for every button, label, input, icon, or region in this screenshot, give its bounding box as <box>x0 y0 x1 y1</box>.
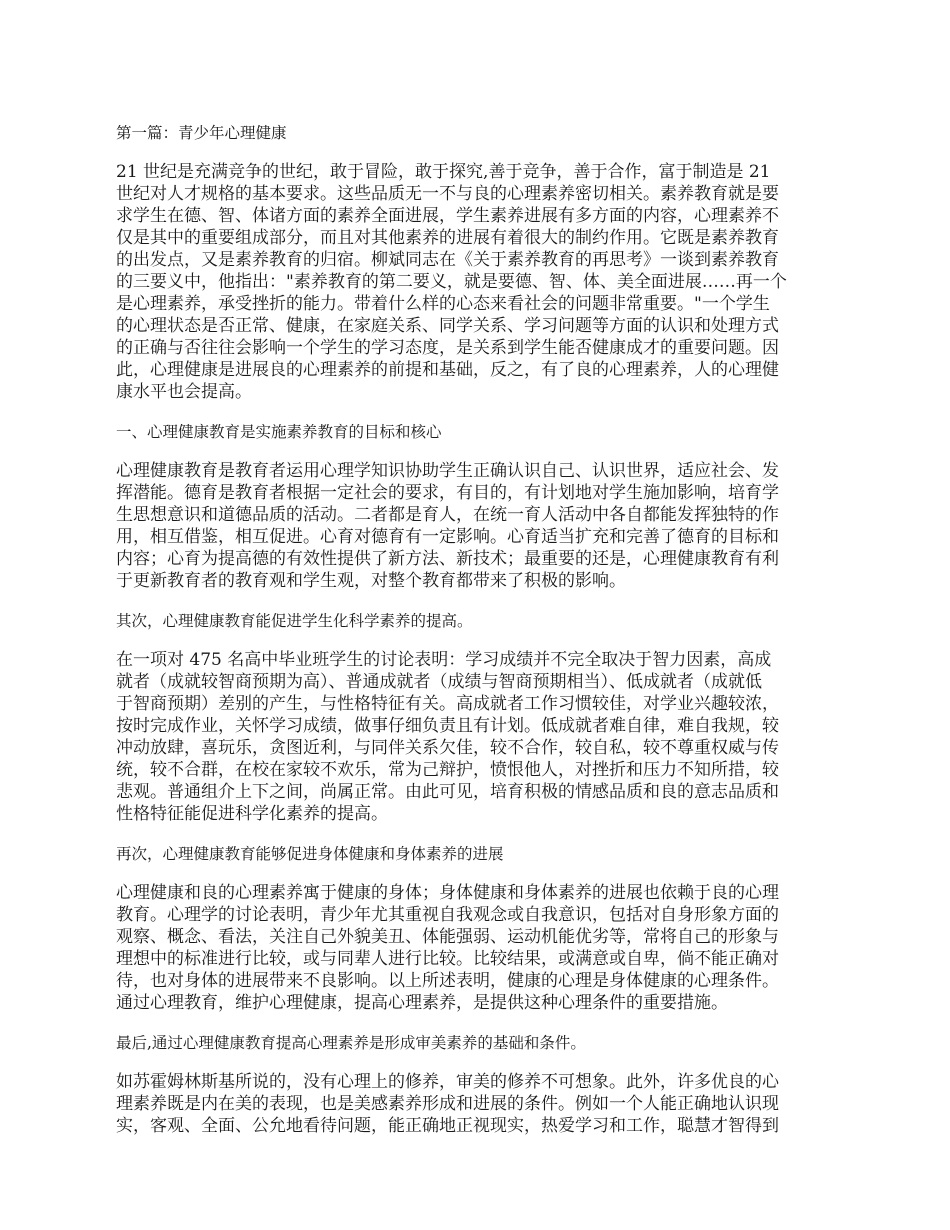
paragraph-line: 于智商预期）差别的产生，与性格特征有关。高成就者工作习惯较佳，对学业兴趣较浓， <box>116 694 779 714</box>
paragraph-line: 待，也对身体的进展带来不良影响。以上所述表明，健康的心理是身体健康的心理条件。 <box>116 971 779 991</box>
body-paragraph <box>116 161 836 403</box>
paragraph-line: 挥潜能。德育是教育者根据一定社会的要求，有目的，有计划地对学生施加影响，培育学 <box>116 483 779 503</box>
paragraph-line: 冲动放肆，喜玩乐，贪图近利，与同伴关系欠佳，较不合作，较自私，较不尊重权威与传 <box>116 738 779 758</box>
paragraph-line: 21 世纪是充满竞争的世纪，敢于冒险，敢于探究,善于竞争，善于合作，富于制造是 21 <box>116 162 771 182</box>
paragraph-line: 统，较不合群，在校在家较不欢乐，常为己辩护，愤恨他人，对挫折和压力不知所措，较 <box>116 760 779 780</box>
paragraph-line: 于更新教育者的教育观和学生观，对整个教育都带来了积极的影响。 <box>116 571 626 591</box>
paragraph-line: 世纪对人才规格的基本要求。这些品质无一不与良的心理素养密切相关。素养教育就是要 <box>116 184 779 204</box>
body-paragraph <box>116 649 836 825</box>
paragraph-line: 此，心理健康是进展良的心理素养的前提和基础，反之，有了良的心理素养，人的心理健 <box>116 360 779 380</box>
body-paragraph <box>116 1071 836 1137</box>
paragraph-line: 理想中的标准进行比较，或与同辈人进行比较。比较结果，或满意或自卑，倘不能正确对 <box>116 949 779 969</box>
paragraph-line: 用，相互借鉴，相互促进。心育对德育有一定影响。心育适当扩充和完善了德育的目标和 <box>116 527 779 547</box>
document-title: 第一篇：青少年心理健康 <box>116 124 287 142</box>
paragraph-line: 求学生在德、智、体诸方面的素养全面进展，学生素养进展有多方面的内容，心理素养不 <box>116 206 779 226</box>
paragraph-line: 按时完成作业，关怀学习成绩，做事仔细负责且有计划。低成就者难自律，难自我规，较 <box>116 716 779 736</box>
paragraph-line: 内容；心育为提高德的有效性提供了新方法、新技术；最重要的还是，心理健康教育有利 <box>116 549 779 569</box>
paragraph-line: 的心理状态是否正常、健康，在家庭关系、同学关系、学习问题等方面的认识和处理方式 <box>116 316 779 336</box>
paragraph-line: 观察、概念、看法，关注自己外貌美丑、体能强弱、运动机能优劣等，常将自己的形象与 <box>116 927 779 947</box>
paragraph-line: 的正确与否往往会影响一个学生的学习态度，是关系到学生能否健康成才的重要问题。因 <box>116 338 779 358</box>
paragraph-line: 就者（成就较智商预期为高）、普通成就者（成绩与智商预期相当）、低成就者（成就低 <box>116 672 762 692</box>
body-paragraph <box>116 460 836 592</box>
paragraph-line: 在一项对 475 名高中毕业班学生的讨论表明：学习成绩并不完全取决于智力因素，高成 <box>116 650 772 670</box>
body-paragraph <box>116 882 836 1014</box>
paragraph-line: 理素养既是内在美的表现，也是美感素养形成和进展的条件。例如一个人能正确地认识现 <box>116 1094 779 1114</box>
paragraph-line: 实，客观、全面、公允地看待问题，能正确地正视现实，热爱学习和工作，聪慧才智得到 <box>116 1116 779 1136</box>
paragraph-line: 如苏霍姆林斯基所说的，没有心理上的修养，审美的修养不可想象。此外，许多优良的心 <box>116 1072 779 1092</box>
section-heading: 最后,通过心理健康教育提高心理素养是形成审美素养的基础和条件。 <box>116 1034 586 1052</box>
paragraph-line: 是心理素养，承受挫折的能力。带着什么样的心态来看社会的问题非常重要。"一个学生 <box>116 294 770 314</box>
paragraph-line: 悲观。普通组介上下之间，尚属正常。由此可见，培育积极的情感品质和良的意志品质和 <box>116 782 779 802</box>
section-heading: 其次，心理健康教育能促进学生化科学素养的提高。 <box>116 612 473 630</box>
paragraph-line: 心理健康教育是教育者运用心理学知识协助学生正确认识自己、认识世界，适应社会、发 <box>116 461 779 481</box>
paragraph-line: 心理健康和良的心理素养寓于健康的身体；身体健康和身体素养的进展也依赖于良的心理 <box>116 883 779 903</box>
paragraph-line: 仅是其中的重要组成部分，而且对其他素养的进展有着很大的制约作用。它既是素养教育 <box>116 228 779 248</box>
paragraph-line: 通过心理教育，维护心理健康，提高心理素养，是提供这种心理条件的重要措施。 <box>116 993 728 1013</box>
paragraph-line: 性格特征能促进科学化素养的提高。 <box>116 804 388 824</box>
section-heading: 再次，心理健康教育能够促进身体健康和身体素养的进展 <box>116 845 504 863</box>
paragraph-line: 的三要义中，他指出："素养教育的第二要义，就是要德、智、体、美全面进展……再一个 <box>116 272 787 292</box>
document-page <box>116 122 836 1155</box>
paragraph-line: 教育。心理学的讨论表明，青少年尤其重视自我观念或自我意识，包括对自身形象方面的 <box>116 905 779 925</box>
paragraph-line: 生思想意识和道德品质的活动。二者都是育人，在统一育人活动中各自都能发挥独特的作 <box>116 505 779 525</box>
paragraph-line: 康水平也会提高。 <box>116 382 252 402</box>
section-heading: 一、心理健康教育是实施素养教育的目标和核心 <box>116 423 442 441</box>
paragraph-line: 的出发点，又是素养教育的归宿。柳斌同志在《关于素养教育的再思考》一谈到素养教育 <box>116 250 779 270</box>
